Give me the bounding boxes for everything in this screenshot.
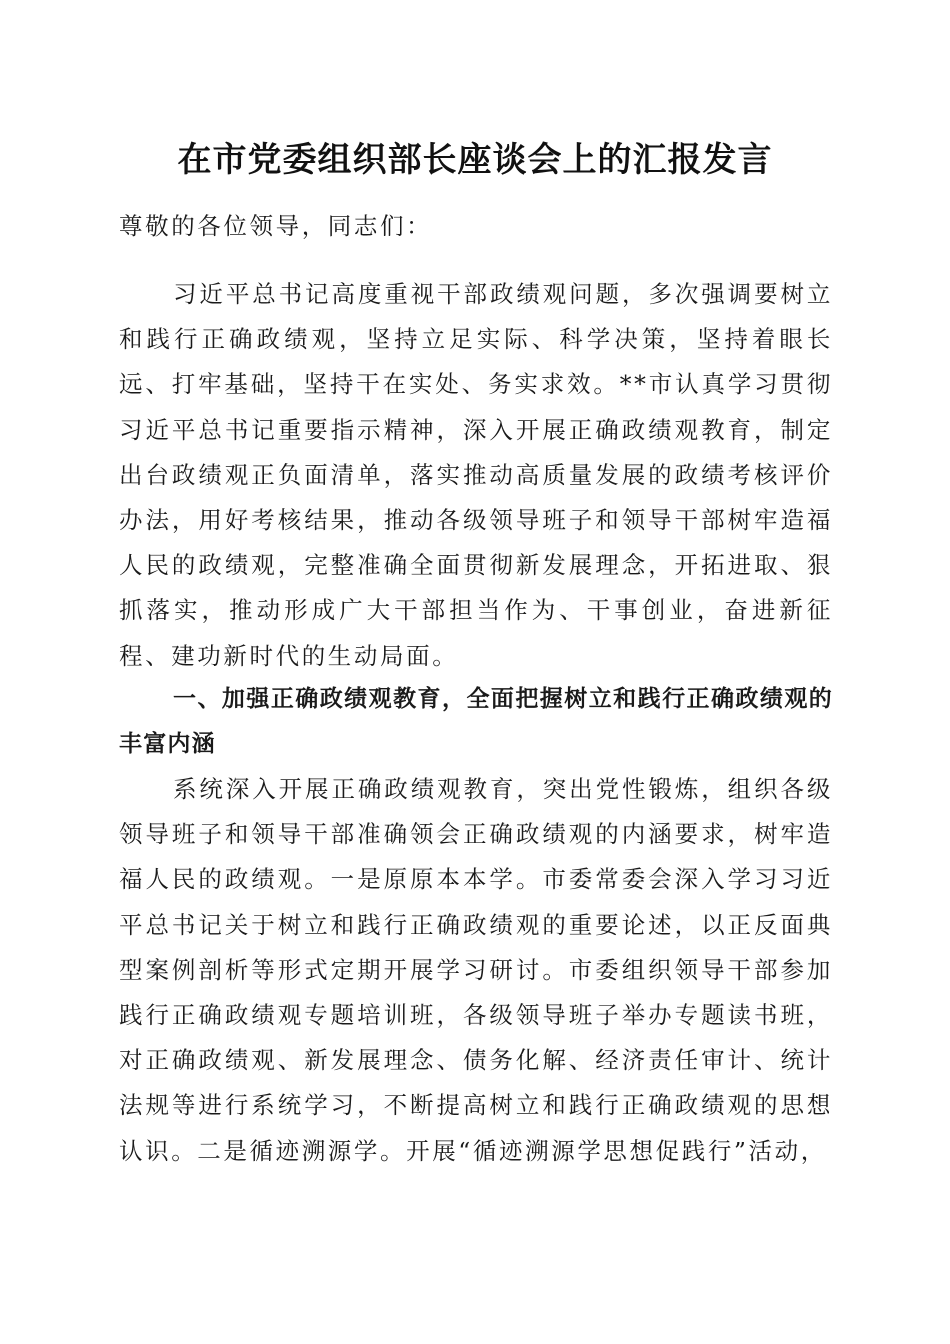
section-paragraph: 系统深入开展正确政绩观教育，突出党性锻炼，组织各级领导班子和领导干部准确领会正确政绩观的内涵要求，树牢造福人民的政绩观。一是原原本本学。市委常委会深入学习习近平总书记关于树立和践行正确政绩观的重要论述，以正反面典型案例剖析等形式定期开展学习研讨。市委组织领导干部参加践行正确政绩观专题培训班，各级领导班子举办专题读书班，对正确政绩观、新发展理念、债务化解、经济责任审计、统计法规等进行系统学习，不断提高树立和践行正确政绩观的思想认识。二是循迹溯源学。开展“循迹溯源学思想促践行”活动， [119,775,833,1165]
section-heading: 一、加强正确政绩观教育，全面把握树立和践行正确政绩观的丰富内涵 [119,686,833,758]
salutation: 尊敬的各位领导，同志们： [119,212,433,240]
document-title: 在市党委组织部长座谈会上的汇报发言 [177,140,773,180]
intro-paragraph: 习近平总书记高度重视干部政绩观问题，多次强调要树立和践行正确政绩观，坚持立足实际、科学决策，坚持着眼长远、打牢基础，坚持干在实处、务实求效。**市认真学习贯彻习近平总书记重要指示精神，深入开展正确政绩观教育，制定出台政绩观正负面清单，落实推动高质量发展的政绩考核评价办法，用好考核结果，推动各级领导班子和领导干部树牢造福人民的政绩观，完整准确全面贯彻新发展理念，开拓进取、狠抓落实，推动形成广大干部担当作为、干事创业，奋进新征程、建功新时代的生动局面。 [119,280,833,670]
